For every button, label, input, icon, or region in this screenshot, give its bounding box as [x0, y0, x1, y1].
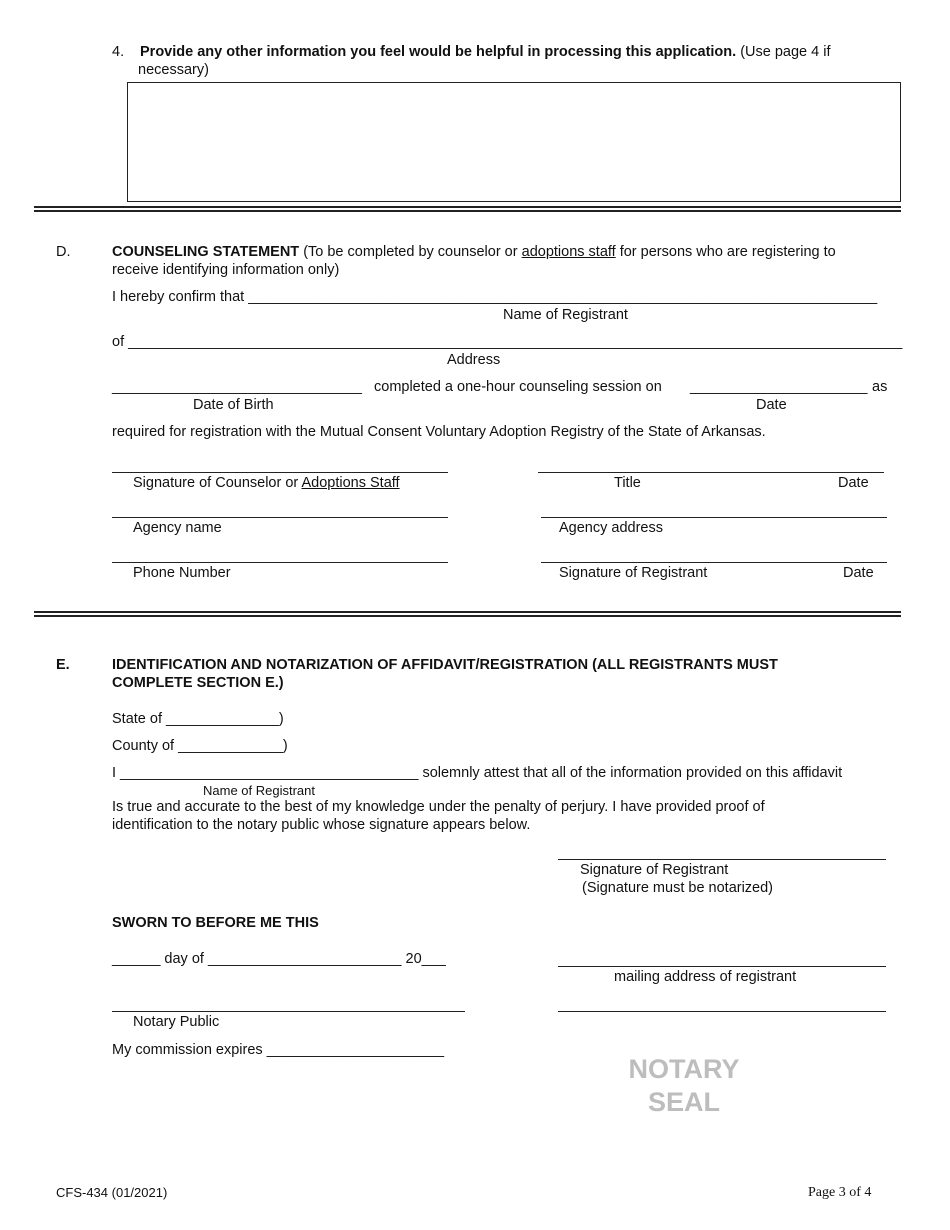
notary-public-line[interactable]: [112, 1011, 465, 1012]
mailing-address-line[interactable]: [558, 966, 886, 967]
section-d-intro-line2: receive identifying information only): [112, 262, 340, 278]
phone-number-label: Phone Number: [133, 565, 231, 581]
title-date-line[interactable]: [538, 472, 884, 473]
section-d-intro-a: (To be completed by counselor or: [303, 244, 518, 260]
adoptions-staff-link: adoptions staff: [521, 244, 616, 260]
session-date-field[interactable]: ______________________: [690, 379, 868, 395]
counselor-signature-line[interactable]: [112, 472, 448, 473]
question-4-note: (Use page 4 if: [740, 44, 831, 60]
form-id: CFS-434 (01/2021): [56, 1185, 168, 1200]
agency-name-label: Agency name: [133, 520, 222, 536]
title-date-label: Date: [838, 475, 869, 491]
section-e-letter: E.: [56, 657, 70, 673]
page-number: Page 3 of 4: [808, 1185, 872, 1200]
dob-field[interactable]: _______________________________: [112, 379, 362, 395]
truth-statement-line1: Is true and accurate to the best of my knowledge under the penalty of perjury. I have provided proof of: [112, 799, 765, 815]
state-field[interactable]: State of ______________): [112, 711, 284, 727]
date-of-birth-label: Date of Birth: [193, 397, 274, 413]
county-field[interactable]: County of _____________): [112, 738, 288, 754]
question-number: 4.: [112, 44, 125, 60]
notarized-signature-line[interactable]: [558, 859, 886, 860]
agency-address-line[interactable]: [541, 517, 887, 518]
mailing-address-label: mailing address of registrant: [614, 969, 797, 985]
section-e-title-line2: COMPLETE SECTION E.): [112, 675, 284, 691]
section-d-heading: [112, 243, 836, 261]
section-e-title: IDENTIFICATION AND NOTARIZATION OF AFFIDAVIT/REGISTRATION (ALL REGISTRANTS MUST: [112, 657, 778, 673]
address-label: Address: [447, 352, 501, 368]
section-divider: [34, 611, 901, 617]
address-field[interactable]: of ________________________________________________________________________________________________: [112, 334, 903, 350]
as-text: as: [872, 379, 888, 395]
registrant-signature-label: Signature of Registrant: [559, 565, 708, 581]
confirm-registrant-field[interactable]: I hereby confirm that ______________________________________________________________________________: [112, 289, 878, 305]
attest-name-label: Name of Registrant: [203, 783, 315, 798]
section-d-intro-b: for persons who are registering to: [619, 244, 836, 260]
question-4-bold: Provide any other information you feel would be helpful in processing this application.: [140, 44, 737, 60]
section-divider: [34, 206, 901, 212]
counselor-signature-label-link: Adoptions Staff: [301, 475, 400, 491]
agency-address-label: Agency address: [559, 520, 663, 536]
name-of-registrant-label: Name of Registrant: [503, 307, 628, 323]
registry-requirement-text: required for registration with the Mutual Consent Voluntary Adoption Registry of the State of Arkansas.: [112, 424, 766, 440]
sworn-date-field[interactable]: ______ day of ________________________ 20___: [112, 951, 446, 967]
notary-seal-line2: SEAL: [647, 1087, 720, 1117]
counselor-signature-label: [133, 474, 400, 492]
phone-number-line[interactable]: [112, 562, 448, 563]
registrant-signature-date-label: Date: [843, 565, 874, 581]
mailing-address-line-2[interactable]: [558, 1011, 886, 1012]
notary-seal-line1: NOTARY: [628, 1054, 740, 1084]
session-date-label: Date: [756, 397, 787, 413]
registrant-signature-line[interactable]: [541, 562, 887, 563]
counseling-session-text: completed a one-hour counseling session on: [374, 379, 662, 395]
agency-name-line[interactable]: [112, 517, 448, 518]
section-d-title: COUNSELING STATEMENT: [112, 244, 300, 260]
notarized-signature-label: Signature of Registrant: [580, 862, 729, 878]
attest-name-field[interactable]: I _____________________________________ solemnly attest that all of the information provided on this affidavit: [112, 765, 843, 781]
title-label: Title: [614, 475, 641, 491]
question-4-text: [140, 43, 831, 61]
notary-public-label: Notary Public: [133, 1014, 220, 1030]
notarized-signature-note: (Signature must be notarized): [582, 880, 774, 896]
sworn-title: SWORN TO BEFORE ME THIS: [112, 915, 319, 931]
section-d-letter: D.: [56, 244, 71, 260]
question-4-note-cont: necessary): [138, 62, 209, 78]
other-info-textarea[interactable]: [127, 82, 901, 202]
truth-statement-line2: identification to the notary public whose signature appears below.: [112, 817, 531, 833]
commission-expires-field[interactable]: My commission expires ______________________: [112, 1042, 445, 1058]
counselor-signature-label-a: Signature of Counselor or: [133, 475, 299, 491]
